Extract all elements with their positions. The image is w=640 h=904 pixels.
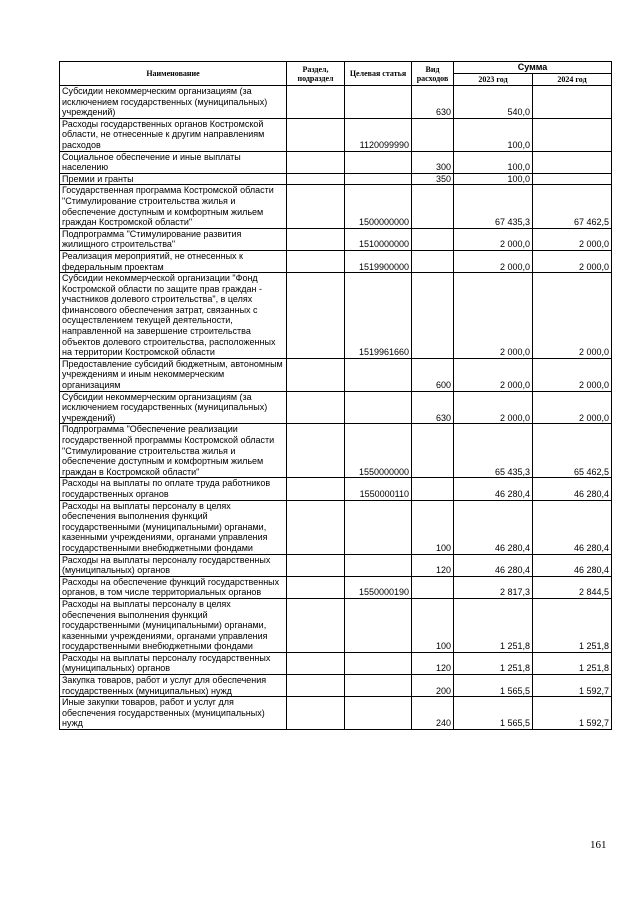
row-2023-cell: 46 280,4	[454, 478, 533, 500]
row-type-cell: 350	[412, 173, 454, 185]
header-name: Наименование	[60, 62, 287, 86]
table-row	[60, 228, 612, 250]
table-row	[60, 598, 612, 652]
row-section-cell	[287, 173, 345, 185]
row-section-cell	[287, 554, 345, 576]
table-row	[60, 478, 612, 500]
row-2024-cell: 2 000,0	[533, 250, 612, 272]
row-target-cell	[345, 554, 412, 576]
page-number: 161	[590, 839, 607, 851]
row-target-cell	[345, 652, 412, 674]
table-row	[60, 424, 612, 478]
table-row	[60, 358, 612, 391]
row-section-cell	[287, 652, 345, 674]
row-type-cell: 200	[412, 675, 454, 697]
row-type-cell	[412, 250, 454, 272]
row-name-cell: Премии и гранты	[60, 173, 287, 185]
table-row	[60, 554, 612, 576]
row-2024-cell	[533, 86, 612, 119]
row-target-cell	[345, 500, 412, 554]
row-2024-cell: 46 280,4	[533, 478, 612, 500]
row-name-cell: Расходы на обеспечение функций государственных органов, в том числе территориальных органов	[60, 576, 287, 598]
row-2023-cell: 2 000,0	[454, 391, 533, 424]
row-2023-cell: 2 000,0	[454, 358, 533, 391]
row-2023-cell: 2 000,0	[454, 273, 533, 359]
row-section-cell	[287, 576, 345, 598]
row-target-cell: 1519900000	[345, 250, 412, 272]
row-name-cell: Реализация мероприятий, не отнесенных к федеральным проектам	[60, 250, 287, 272]
row-type-cell: 240	[412, 697, 454, 730]
row-name-cell: Субсидии некоммерческим организациям (за исключением государственных (муниципальных) учреждений)	[60, 86, 287, 119]
row-2024-cell: 46 280,4	[533, 500, 612, 554]
row-type-cell: 300	[412, 151, 454, 173]
row-2023-cell: 540,0	[454, 86, 533, 119]
row-2024-cell: 1 592,7	[533, 675, 612, 697]
row-type-cell: 100	[412, 500, 454, 554]
row-target-cell: 1550000190	[345, 576, 412, 598]
row-section-cell	[287, 86, 345, 119]
row-section-cell	[287, 478, 345, 500]
row-type-cell	[412, 118, 454, 151]
row-2023-cell: 2 817,3	[454, 576, 533, 598]
row-name-cell: Подпрограмма "Стимулирование развития жилищного строительства"	[60, 228, 287, 250]
row-section-cell	[287, 358, 345, 391]
row-2023-cell: 46 280,4	[454, 554, 533, 576]
row-type-cell: 100	[412, 598, 454, 652]
row-section-cell	[287, 500, 345, 554]
row-name-cell: Расходы государственных органов Костромской области, не отнесенные к другим направлениям расходов	[60, 118, 287, 151]
row-2024-cell: 65 462,5	[533, 424, 612, 478]
row-type-cell	[412, 228, 454, 250]
table-row	[60, 173, 612, 185]
row-2023-cell: 1 565,5	[454, 675, 533, 697]
row-2023-cell: 100,0	[454, 118, 533, 151]
row-target-cell	[345, 675, 412, 697]
row-2024-cell	[533, 151, 612, 173]
row-name-cell: Расходы на выплаты персоналу в целях обеспечения выполнения функций государственными (муниципальными) органами, казенными учреждениями, органами управления государственными внебюджетными фондами	[60, 598, 287, 652]
row-type-cell	[412, 273, 454, 359]
row-section-cell	[287, 424, 345, 478]
row-target-cell: 1500000000	[345, 185, 412, 228]
table-row	[60, 500, 612, 554]
table-row	[60, 86, 612, 119]
row-2024-cell: 1 592,7	[533, 697, 612, 730]
table-row	[60, 391, 612, 424]
row-target-cell	[345, 391, 412, 424]
row-2024-cell: 2 844,5	[533, 576, 612, 598]
row-type-cell: 600	[412, 358, 454, 391]
row-target-cell	[345, 598, 412, 652]
row-2023-cell: 1 565,5	[454, 697, 533, 730]
header-type: Вид расходов	[412, 62, 454, 86]
row-type-cell: 120	[412, 652, 454, 674]
row-2023-cell: 1 251,8	[454, 598, 533, 652]
row-name-cell: Субсидии некоммерческой организации "Фонд Костромской области по защите прав граждан - участников долевого строительства", в целях финансового обеспечения затрат, связанных с осуществлением текущей деятельности, направленной на завершение строительства объектов долевого строительства, расположенных на территории Костромской области	[60, 273, 287, 359]
table-row	[60, 675, 612, 697]
table-row	[60, 185, 612, 228]
table-row	[60, 576, 612, 598]
row-2024-cell: 2 000,0	[533, 228, 612, 250]
row-target-cell	[345, 697, 412, 730]
row-2023-cell: 1 251,8	[454, 652, 533, 674]
row-target-cell: 1550000000	[345, 424, 412, 478]
row-2023-cell: 46 280,4	[454, 500, 533, 554]
row-section-cell	[287, 273, 345, 359]
row-name-cell: Иные закупки товаров, работ и услуг для обеспечения государственных (муниципальных) нужд	[60, 697, 287, 730]
budget-table	[59, 61, 612, 730]
row-section-cell	[287, 675, 345, 697]
header-sum: Сумма	[454, 62, 612, 74]
row-name-cell: Расходы на выплаты персоналу в целях обеспечения выполнения функций государственными (муниципальными) органами, казенными учреждениями, органами управления государственными внебюджетными фондами	[60, 500, 287, 554]
header-2024: 2024 год	[533, 74, 612, 86]
row-name-cell: Расходы на выплаты персоналу государственных (муниципальных) органов	[60, 652, 287, 674]
row-type-cell: 630	[412, 86, 454, 119]
row-name-cell: Социальное обеспечение и иные выплаты населению	[60, 151, 287, 173]
table-row	[60, 652, 612, 674]
row-section-cell	[287, 598, 345, 652]
row-target-cell	[345, 173, 412, 185]
row-section-cell	[287, 697, 345, 730]
row-2023-cell: 100,0	[454, 151, 533, 173]
row-section-cell	[287, 118, 345, 151]
row-2024-cell	[533, 118, 612, 151]
row-2024-cell: 67 462,5	[533, 185, 612, 228]
row-2023-cell: 100,0	[454, 173, 533, 185]
table-row	[60, 118, 612, 151]
header-2023: 2023 год	[454, 74, 533, 86]
table-header-row	[60, 62, 612, 74]
row-name-cell: Закупка товаров, работ и услуг для обеспечения государственных (муниципальных) нужд	[60, 675, 287, 697]
row-target-cell	[345, 358, 412, 391]
row-section-cell	[287, 250, 345, 272]
row-target-cell: 1519961660	[345, 273, 412, 359]
row-type-cell: 120	[412, 554, 454, 576]
row-target-cell	[345, 151, 412, 173]
row-2024-cell: 2 000,0	[533, 358, 612, 391]
row-2023-cell: 65 435,3	[454, 424, 533, 478]
row-target-cell: 1550000110	[345, 478, 412, 500]
row-type-cell: 630	[412, 391, 454, 424]
header-section: Раздел, подраздел	[287, 62, 345, 86]
row-name-cell: Государственная программа Костромской области "Стимулирование строительства жилья и обеспечение доступным и комфортным жильем граждан Костромской области"	[60, 185, 287, 228]
row-section-cell	[287, 228, 345, 250]
row-2024-cell	[533, 173, 612, 185]
row-name-cell: Субсидии некоммерческим организациям (за исключением государственных (муниципальных) учреждений)	[60, 391, 287, 424]
row-type-cell	[412, 424, 454, 478]
table-row	[60, 151, 612, 173]
table-row	[60, 250, 612, 272]
row-type-cell	[412, 576, 454, 598]
row-2024-cell: 2 000,0	[533, 273, 612, 359]
row-2023-cell: 2 000,0	[454, 228, 533, 250]
row-2023-cell: 67 435,3	[454, 185, 533, 228]
row-2024-cell: 46 280,4	[533, 554, 612, 576]
row-target-cell	[345, 86, 412, 119]
row-section-cell	[287, 185, 345, 228]
row-name-cell: Предоставление субсидий бюджетным, автономным учреждениям и иным некоммерческим организациям	[60, 358, 287, 391]
row-section-cell	[287, 391, 345, 424]
row-name-cell: Расходы на выплаты по оплате труда работников государственных органов	[60, 478, 287, 500]
table-body	[60, 86, 612, 730]
row-2023-cell: 2 000,0	[454, 250, 533, 272]
row-type-cell	[412, 478, 454, 500]
row-type-cell	[412, 185, 454, 228]
row-target-cell: 1510000000	[345, 228, 412, 250]
row-2024-cell: 1 251,8	[533, 652, 612, 674]
row-name-cell: Расходы на выплаты персоналу государственных (муниципальных) органов	[60, 554, 287, 576]
row-name-cell: Подпрограмма "Обеспечение реализации государственной программы Костромской области "Стимулирование строительства жилья и обеспечение доступным и комфортным жильем граждан в Костромской области"	[60, 424, 287, 478]
row-2024-cell: 1 251,8	[533, 598, 612, 652]
row-target-cell: 1120099990	[345, 118, 412, 151]
table-row	[60, 697, 612, 730]
header-target: Целевая статья	[345, 62, 412, 86]
row-section-cell	[287, 151, 345, 173]
row-2024-cell: 2 000,0	[533, 391, 612, 424]
table-row	[60, 273, 612, 359]
